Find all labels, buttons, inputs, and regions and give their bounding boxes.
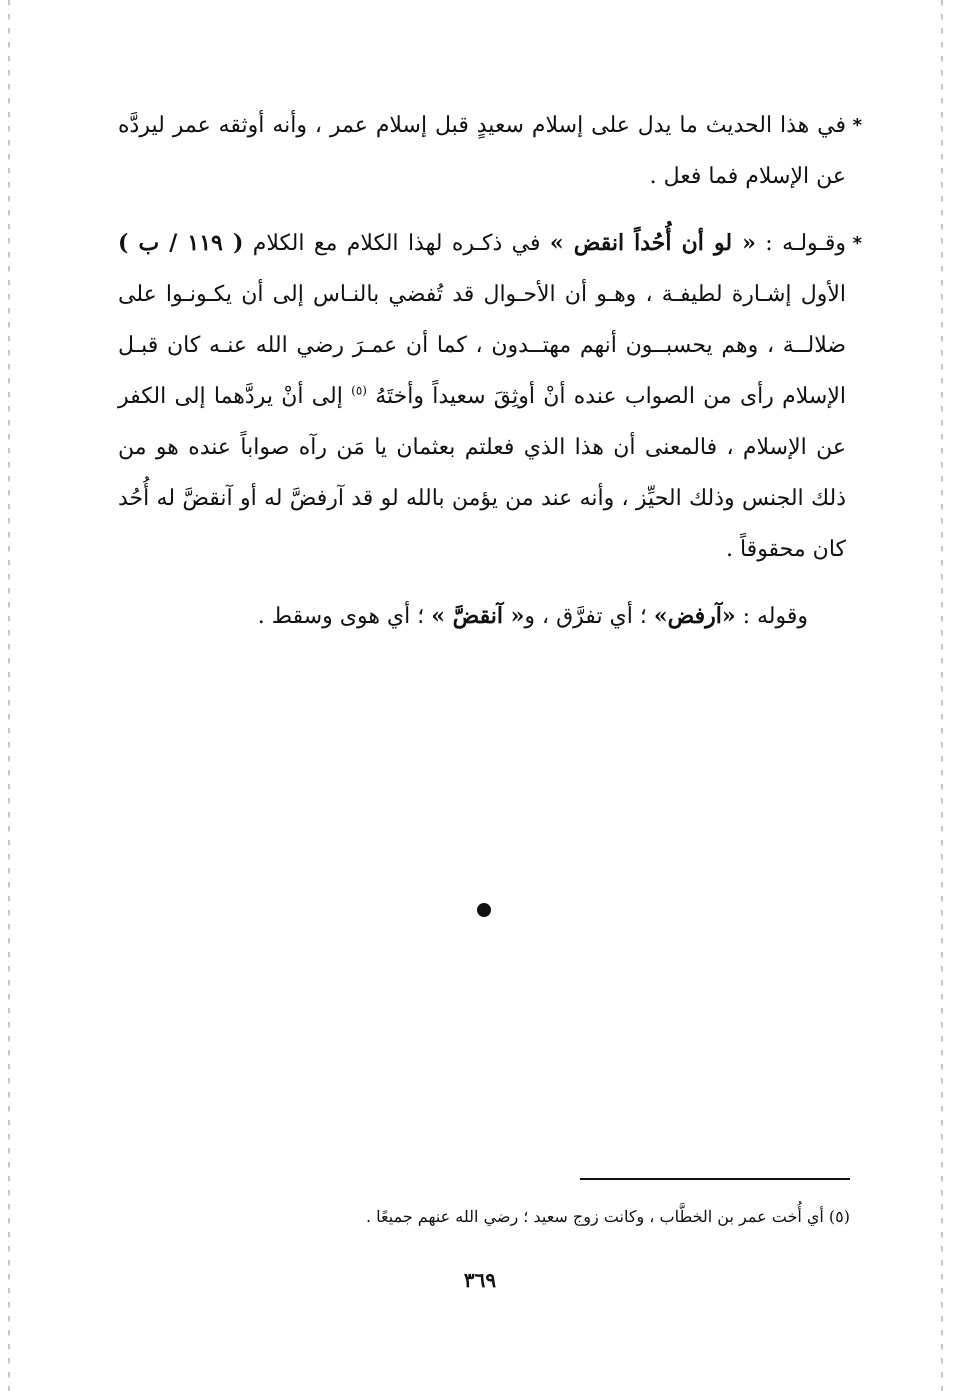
- paragraph-2-lead: وقـولـه :: [755, 231, 846, 256]
- paragraph-1: [118, 100, 862, 202]
- footnote: (٥) أي أُخت عمر بن الخطَّاب ، وكانت زوج سعيد ؛ رضي الله عنهم جميعًا .: [365, 1207, 850, 1226]
- paragraph-3-word2: « آنقضَّ »: [431, 603, 525, 629]
- footnote-ref: (٥): [351, 383, 367, 398]
- footnote-separator: [580, 1178, 850, 1180]
- paragraph-3-word1: «آرفض»: [653, 603, 736, 629]
- paragraph-2-rest-a: الأول إشـارة لطيفـة ، وهـو أن الأحـوال قد تُفضي بالنـاس إلى أن يكـونـوا على ضلالــة ، وهم يحسبــون أنهم مهتــدون ، كما أن عمـرَ رضي الله عنـه كان قبـل الإسلام رأى من الصواب عنده أنْ أوثِقَ سعيداً وأختَهُ: [118, 282, 847, 409]
- manuscript-folio-ref: ( ١١٩ / ب ): [118, 230, 244, 256]
- paragraph-3: [118, 591, 846, 642]
- page-body: [118, 100, 862, 658]
- asterisk-marker: *: [852, 233, 862, 254]
- asterisk-marker: *: [852, 115, 862, 136]
- paragraph-2-quote: « لو أن أُحُداً انقض »: [549, 230, 756, 256]
- paragraph-3-mid: ؛ أي تفرَّق ، و: [524, 604, 654, 629]
- paragraph-2: [118, 218, 862, 575]
- paragraph-2-mid: في ذكـره لهذا الكلام مع الكلام: [243, 231, 550, 256]
- paragraph-3-rest: ؛ أي هوى وسقط .: [257, 604, 432, 629]
- paragraph-1-text: في هذا الحديث ما يدل على إسلام سعيدٍ قبل إسلام عمر ، وأنه أوثقه عمر ليردَّه عن الإسلام فما فعل .: [118, 113, 846, 189]
- page-number: ٣٦٩: [463, 1268, 497, 1292]
- scan-edge-right: [941, 0, 943, 1391]
- scan-edge-left: [8, 0, 10, 1391]
- section-dot-ornament: [477, 903, 491, 917]
- paragraph-2-rest-b: إلى أنْ يردَّهما إلى الكفر عن الإسلام ، فالمعنى أن هذا الذي فعلتم بعثمان يا مَن رآه صواباً عنده هو من ذلك الجنس وذلك الحيِّز ، وأنه عند من يؤمن بالله لو قد آرفضَّ له أو آنقضَّ له أُحُد كان محقوقاً .: [118, 384, 846, 562]
- paragraph-3-lead: وقوله :: [735, 604, 808, 629]
